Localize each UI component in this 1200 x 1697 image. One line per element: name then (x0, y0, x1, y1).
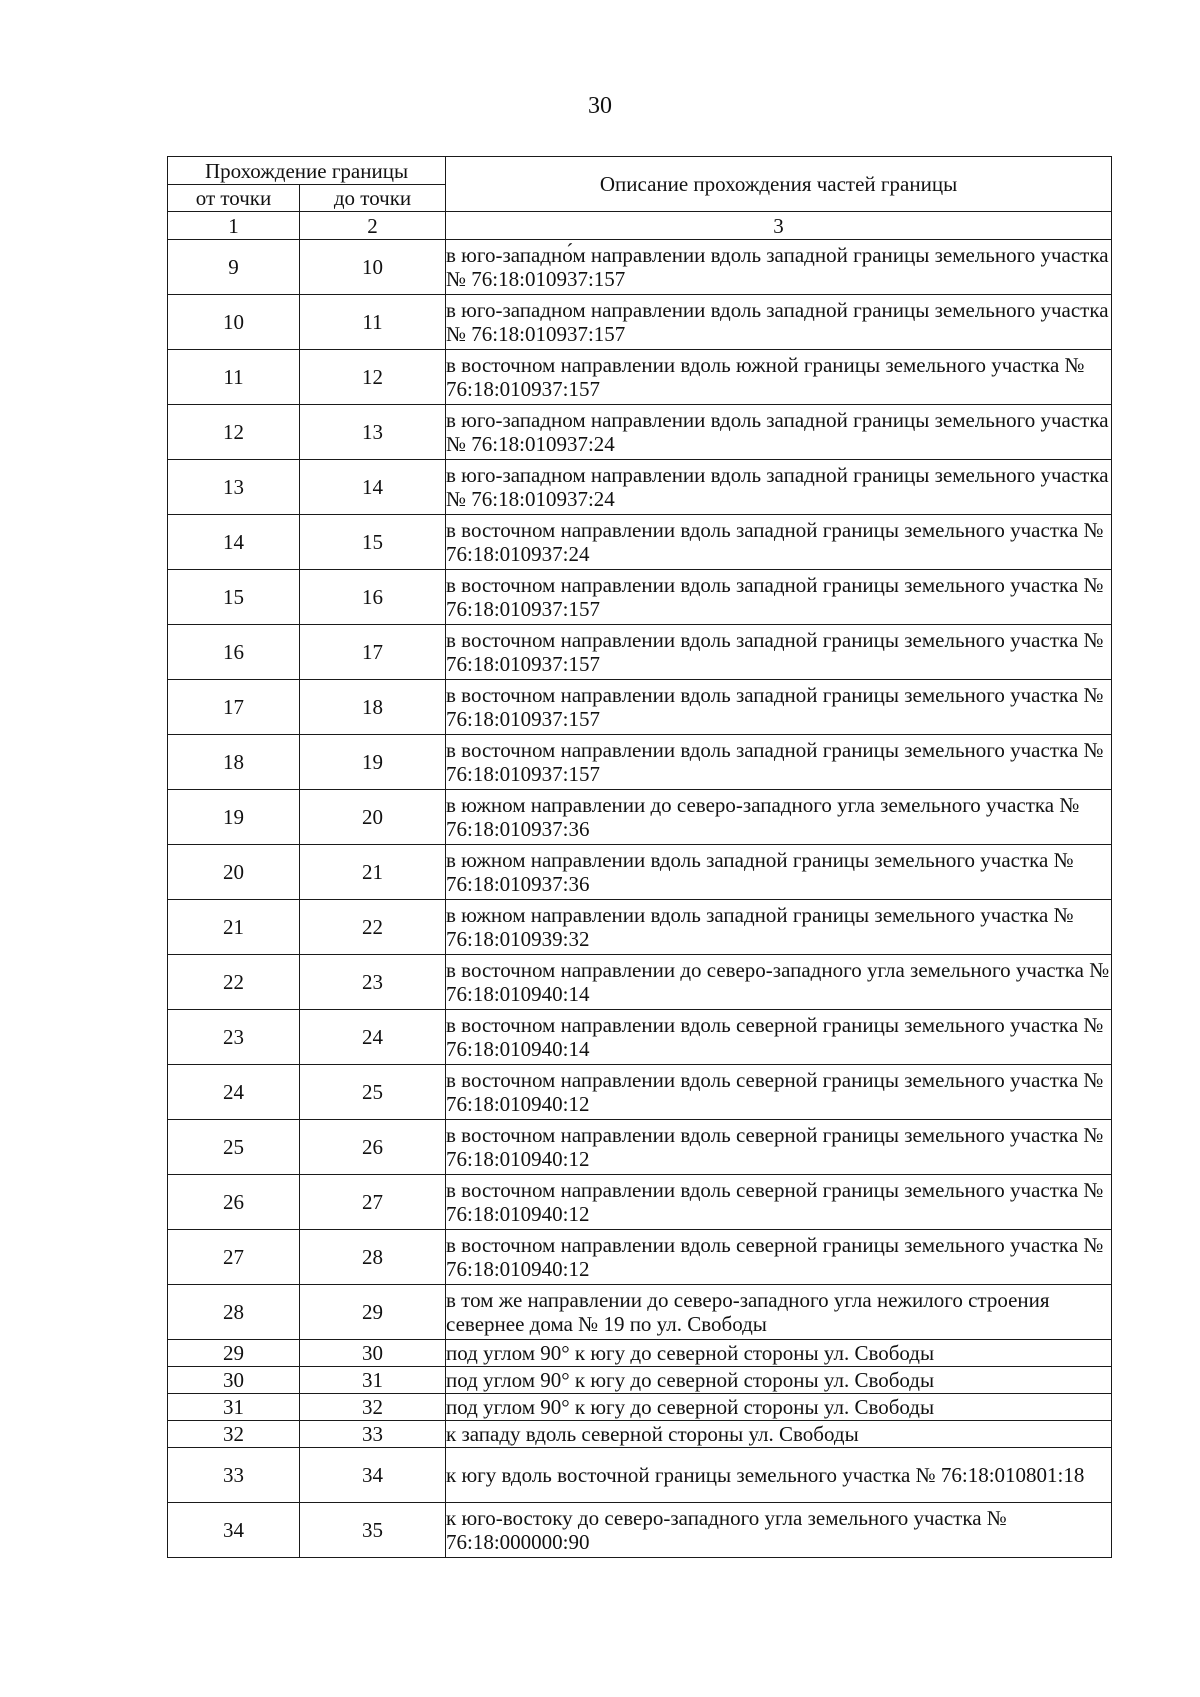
to-point-cell: 27 (300, 1175, 446, 1230)
from-point-cell: 29 (168, 1340, 300, 1367)
column-number-2: 2 (300, 212, 446, 240)
description-cell: в восточном направлении вдоль западной границы земельного участка № 76:18:010937:157 (446, 735, 1112, 790)
from-point-cell: 22 (168, 955, 300, 1010)
to-point-cell: 12 (300, 350, 446, 405)
header-passage: Прохождение границы (168, 157, 446, 185)
description-cell: в восточном направлении вдоль северной границы земельного участка № 76:18:010940:14 (446, 1010, 1112, 1065)
from-point-cell: 11 (168, 350, 300, 405)
description-cell: в восточном направлении вдоль северной границы земельного участка № 76:18:010940:12 (446, 1175, 1112, 1230)
to-point-cell: 13 (300, 405, 446, 460)
description-cell: в восточном направлении вдоль западной границы земельного участка № 76:18:010937:157 (446, 625, 1112, 680)
table-row (168, 845, 1112, 900)
boundary-table (167, 156, 1112, 1558)
to-point-cell: 10 (300, 240, 446, 295)
from-point-cell: 33 (168, 1448, 300, 1503)
from-point-cell: 13 (168, 460, 300, 515)
table-row (168, 1421, 1112, 1448)
description-cell: в восточном направлении вдоль западной границы земельного участка № 76:18:010937:157 (446, 680, 1112, 735)
description-cell: к западу вдоль северной стороны ул. Свободы (446, 1421, 1112, 1448)
from-point-cell: 21 (168, 900, 300, 955)
table-row (168, 680, 1112, 735)
description-cell: в южном направлении вдоль западной границы земельного участка № 76:18:010939:32 (446, 900, 1112, 955)
table-row (168, 405, 1112, 460)
to-point-cell: 14 (300, 460, 446, 515)
to-point-cell: 35 (300, 1503, 446, 1558)
table-row (168, 350, 1112, 405)
to-point-cell: 30 (300, 1340, 446, 1367)
header-from: от точки (168, 185, 300, 212)
from-point-cell: 18 (168, 735, 300, 790)
description-cell: в восточном направлении вдоль северной границы земельного участка № 76:18:010940:12 (446, 1065, 1112, 1120)
table-row (168, 515, 1112, 570)
description-cell: под углом 90° к югу до северной стороны ул. Свободы (446, 1394, 1112, 1421)
to-point-cell: 11 (300, 295, 446, 350)
table-row (168, 1230, 1112, 1285)
description-cell: в юго-западном направлении вдоль западной границы земельного участка № 76:18:010937:24 (446, 460, 1112, 515)
to-point-cell: 32 (300, 1394, 446, 1421)
to-point-cell: 28 (300, 1230, 446, 1285)
to-point-cell: 26 (300, 1120, 446, 1175)
from-point-cell: 24 (168, 1065, 300, 1120)
from-point-cell: 17 (168, 680, 300, 735)
to-point-cell: 25 (300, 1065, 446, 1120)
from-point-cell: 27 (168, 1230, 300, 1285)
description-cell: в восточном направлении до северо-западного угла земельного участка № 76:18:010940:14 (446, 955, 1112, 1010)
to-point-cell: 16 (300, 570, 446, 625)
from-point-cell: 9 (168, 240, 300, 295)
from-point-cell: 26 (168, 1175, 300, 1230)
to-point-cell: 21 (300, 845, 446, 900)
table-row (168, 1065, 1112, 1120)
table-row (168, 1340, 1112, 1367)
to-point-cell: 34 (300, 1448, 446, 1503)
description-cell: в восточном направлении вдоль западной границы земельного участка № 76:18:010937:24 (446, 515, 1112, 570)
to-point-cell: 19 (300, 735, 446, 790)
to-point-cell: 15 (300, 515, 446, 570)
table-row (168, 625, 1112, 680)
description-cell: под углом 90° к югу до северной стороны ул. Свободы (446, 1367, 1112, 1394)
page-number: 30 (588, 93, 612, 119)
table-row (168, 460, 1112, 515)
description-cell: в восточном направлении вдоль южной границы земельного участка № 76:18:010937:157 (446, 350, 1112, 405)
header-row (168, 157, 1112, 185)
description-cell: в восточном направлении вдоль северной границы земельного участка № 76:18:010940:12 (446, 1120, 1112, 1175)
to-point-cell: 24 (300, 1010, 446, 1065)
table-row (168, 1367, 1112, 1394)
description-cell: в южном направлении до северо-западного угла земельного участка № 76:18:010937:36 (446, 790, 1112, 845)
description-cell: в восточном направлении вдоль западной границы земельного участка № 76:18:010937:157 (446, 570, 1112, 625)
to-point-cell: 18 (300, 680, 446, 735)
to-point-cell: 20 (300, 790, 446, 845)
from-point-cell: 19 (168, 790, 300, 845)
header-to: до точки (300, 185, 446, 212)
column-number-row (168, 212, 1112, 240)
table-row (168, 1010, 1112, 1065)
from-point-cell: 25 (168, 1120, 300, 1175)
description-cell: в юго-западно́м направлении вдоль западной границы земельного участка № 76:18:010937:157 (446, 240, 1112, 295)
table-row (168, 900, 1112, 955)
table-row (168, 295, 1112, 350)
table-row (168, 1120, 1112, 1175)
table-row (168, 1175, 1112, 1230)
from-point-cell: 30 (168, 1367, 300, 1394)
description-cell: в восточном направлении вдоль северной границы земельного участка № 76:18:010940:12 (446, 1230, 1112, 1285)
column-number-1: 1 (168, 212, 300, 240)
table-row (168, 1285, 1112, 1340)
header-description: Описание прохождения частей границы (446, 157, 1112, 212)
table-row (168, 735, 1112, 790)
from-point-cell: 28 (168, 1285, 300, 1340)
table-row (168, 790, 1112, 845)
from-point-cell: 14 (168, 515, 300, 570)
from-point-cell: 10 (168, 295, 300, 350)
table-row (168, 1448, 1112, 1503)
column-number-3: 3 (446, 212, 1112, 240)
table-row (168, 570, 1112, 625)
description-cell: в юго-западном направлении вдоль западной границы земельного участка № 76:18:010937:24 (446, 405, 1112, 460)
from-point-cell: 20 (168, 845, 300, 900)
table-row (168, 1394, 1112, 1421)
table-body (168, 157, 1112, 1558)
description-cell: в юго-западном направлении вдоль западной границы земельного участка № 76:18:010937:157 (446, 295, 1112, 350)
table-row (168, 1503, 1112, 1558)
to-point-cell: 29 (300, 1285, 446, 1340)
from-point-cell: 34 (168, 1503, 300, 1558)
to-point-cell: 22 (300, 900, 446, 955)
description-cell: в том же направлении до северо-западного угла нежилого строения севернее дома № 19 по ул. Свободы (446, 1285, 1112, 1340)
table-row (168, 955, 1112, 1010)
to-point-cell: 17 (300, 625, 446, 680)
from-point-cell: 15 (168, 570, 300, 625)
description-cell: к югу вдоль восточной границы земельного участка № 76:18:010801:18 (446, 1448, 1112, 1503)
from-point-cell: 16 (168, 625, 300, 680)
from-point-cell: 23 (168, 1010, 300, 1065)
description-cell: к юго-востоку до северо-западного угла земельного участка № 76:18:000000:90 (446, 1503, 1112, 1558)
description-cell: под углом 90° к югу до северной стороны ул. Свободы (446, 1340, 1112, 1367)
from-point-cell: 31 (168, 1394, 300, 1421)
table-row (168, 240, 1112, 295)
to-point-cell: 33 (300, 1421, 446, 1448)
from-point-cell: 12 (168, 405, 300, 460)
from-point-cell: 32 (168, 1421, 300, 1448)
to-point-cell: 31 (300, 1367, 446, 1394)
description-cell: в южном направлении вдоль западной границы земельного участка № 76:18:010937:36 (446, 845, 1112, 900)
to-point-cell: 23 (300, 955, 446, 1010)
